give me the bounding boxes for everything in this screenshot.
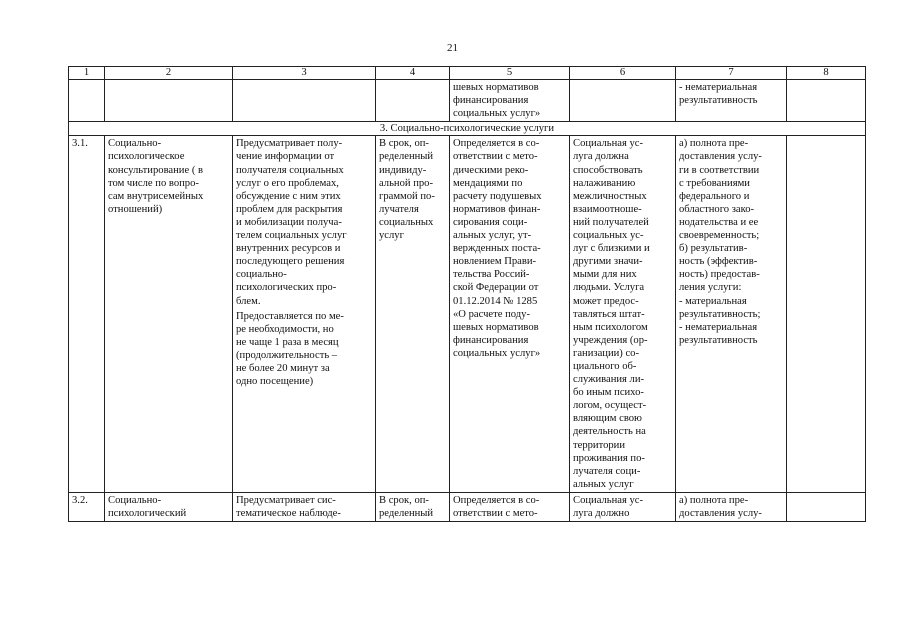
text-line: может предос- [573,295,639,307]
indicators-cell [676,492,787,521]
text-line: другими значи- [573,256,643,268]
text-line: последующего решения [236,256,345,268]
section-row [69,122,866,136]
text-line: результативность [679,95,758,107]
text-line: блем. [236,295,261,307]
text-line: шевых нормативов [453,82,539,93]
text-line: циального об- [573,360,637,372]
text-line: услуг [379,230,404,242]
text-line: психологических про- [236,282,337,294]
header-cell: 6 [570,67,676,80]
text-line: - материальная [679,295,747,307]
text-line: граммой по- [379,190,435,202]
text-line: социально- [236,269,287,281]
text-line: мыми для них [573,269,637,281]
text-line: луг с близкими и [573,243,650,255]
text-line: социальных ус- [573,230,644,242]
header-row [69,67,866,80]
text-line: мендациями по [453,177,523,189]
table-cell [787,492,866,521]
text-line: ре необходимости, но [236,323,334,335]
header-cell: 2 [105,67,233,80]
text-line: не более 20 минут за [236,362,330,374]
text-line: и мобилизации получа- [236,216,342,228]
text-line: - нематериальная [679,321,758,333]
text-line: социальных услуг» [453,108,541,120]
text-line: логом, осущест- [573,400,647,412]
text-line: своевременность; [679,230,760,242]
text-line: а) полнота пре- [679,494,749,506]
service-content-cell [233,492,376,521]
text-line: тематическое наблюде- [236,508,341,519]
text-line: проблем для раскрытия [236,203,343,215]
text-line: 01.12.2014 № 1285 [453,295,538,307]
text-line: луга должна [573,151,629,163]
text-line: одно посещение) [236,376,314,388]
text-line: доставления услу- [679,151,762,163]
text-line: новлением Прави- [453,256,537,268]
text-line: альных услуг [573,478,634,490]
text-line: налаживанию [573,177,636,189]
text-line: обсуждение с ним этих [236,190,341,202]
text-line: лучателя соци- [573,465,641,477]
service-name-cell [105,492,233,521]
text-line: межличностных [573,190,647,202]
price-cell [450,492,570,521]
row-number: 3.1. [69,136,105,493]
text-line: ность (эффектив- [679,256,758,268]
text-line: Определяется в со- [453,138,540,150]
text-line: шевых нормативов [453,321,539,333]
header-cell: 3 [233,67,376,80]
service-content-cell [233,136,376,493]
continued-row [69,80,866,122]
text-line: получателя социальных [236,164,344,176]
text-line: Социально- [108,494,162,506]
indicators-cell [676,136,787,493]
text-line: отношений) [108,203,163,215]
text-line: доставления услу- [679,508,762,519]
header-cell: 1 [69,67,105,80]
text-line: внутренних ресурсов и [236,243,341,255]
text-line: людьми. Услуга [573,282,645,294]
page-number: 21 [447,42,458,54]
table-cell [105,80,233,122]
text-line: ность) предостав- [679,269,760,281]
text-line: ределенный [379,508,434,519]
text-line: ний получателей [573,216,649,228]
table-cell [376,80,450,122]
text-line: (продолжительность – [236,349,338,361]
text-line: расчету подушевых [453,190,542,202]
table-row [69,492,866,521]
text-line: с требованиями [679,177,750,189]
text-line: Предусматривает полу- [236,138,343,150]
text-line: вержденных поста- [453,243,541,255]
text-line: вляющим свою [573,413,642,425]
table-row [69,136,866,493]
row-number: 3.2. [69,492,105,521]
text-line: консультирование ( в [108,164,204,176]
header-cell: 8 [787,67,866,80]
text-line: взаимоотноше- [573,203,642,215]
text-line: федерального и [679,190,750,202]
text-line: служивания ли- [573,374,645,386]
text-line: ги в соответствии [679,164,760,176]
conditions-cell [570,136,676,493]
text-line: чение информации от [236,151,335,163]
text-line: телем социальных услуг [236,230,347,242]
text-line: ным психологом [573,321,648,333]
section-title: 3. Социально-психологические услуги [69,122,866,136]
conditions-cell [570,492,676,521]
text-line: лучателя [379,203,419,215]
text-line: нодательства и ее [679,216,759,228]
text-line: территории [573,439,626,451]
text-line: ганизации) со- [573,347,639,359]
text-line: учреждения (ор- [573,334,648,346]
price-cell [450,136,570,493]
table-cell [676,80,787,122]
text-line: альных услуг, ут- [453,230,532,242]
service-name-cell [105,136,233,493]
table-cell [69,80,105,122]
text-line: ределенный [379,151,434,163]
text-line: социальных услуг» [453,347,541,359]
text-line: областного зако- [679,203,755,215]
text-line: Определяется в со- [453,494,540,506]
text-line: сам внутрисемейных [108,190,204,202]
text-line: Социальная ус- [573,138,644,150]
text-line: Предоставляется по ме- [236,310,344,322]
text-line: психологическое [108,151,185,163]
table-cell [787,80,866,122]
header-cell: 4 [376,67,450,80]
text-line: финансирования [453,334,529,346]
table-cell [570,80,676,122]
table-cell [787,136,866,493]
term-cell [376,136,450,493]
text-line: ления услуги: [679,282,742,294]
text-line: Социально- [108,138,162,150]
text-line: индивиду- [379,164,427,176]
text-line: сирования соци- [453,216,528,228]
text-line: бо иным психо- [573,387,644,399]
text-line: луга должно [573,508,630,519]
text-line: результативность [679,334,758,346]
text-line: социальных [379,216,434,228]
text-line: результативность; [679,308,761,320]
text-line: финансирования [453,95,529,107]
text-line: ответствии с мето- [453,151,538,163]
text-line: Предусматривает сис- [236,494,336,506]
text-line: нормативов финан- [453,203,541,215]
text-line: В срок, оп- [379,138,429,150]
table-cell [233,80,376,122]
header-cell: 5 [450,67,570,80]
text-line: деятельность на [573,426,646,438]
term-cell [376,492,450,521]
services-table [68,66,866,522]
text-line: б) результатив- [679,243,748,255]
text-line: «О расчете поду- [453,308,530,320]
text-line: а) полнота пре- [679,138,749,150]
text-line: психологический [108,508,187,519]
table-cell [450,80,570,122]
text-line: В срок, оп- [379,494,429,506]
text-line: том числе по вопро- [108,177,199,189]
text-line: не чаще 1 раза в месяц [236,336,339,348]
header-cell: 7 [676,67,787,80]
text-line: тавляться штат- [573,308,645,320]
text-line: способствовать [573,164,643,176]
text-line: альной про- [379,177,433,189]
text-line: тельства Россий- [453,269,530,281]
text-line: дическими реко- [453,164,529,176]
text-line: - нематериальная [679,82,758,93]
text-line: ответствии с мето- [453,508,538,519]
text-line: проживания по- [573,452,645,464]
text-line: ской Федерации от [453,282,539,294]
text-line: услуг о его проблемах, [236,177,339,189]
text-line: Социальная ус- [573,494,644,506]
